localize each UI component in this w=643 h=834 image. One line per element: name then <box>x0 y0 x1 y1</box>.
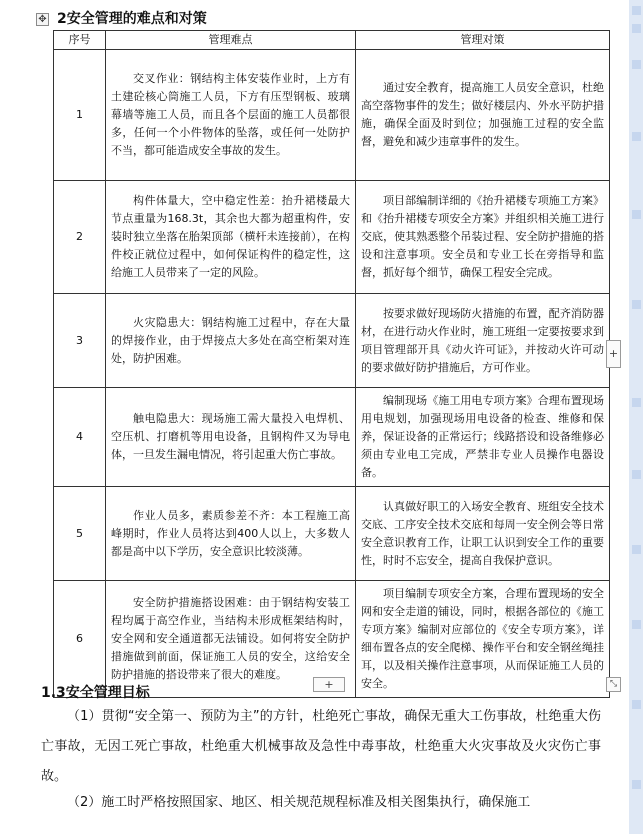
table-row <box>54 294 610 388</box>
strip-marker <box>632 398 641 407</box>
right-scroll-strip[interactable] <box>629 0 643 834</box>
row-difficulty: 交叉作业：钢结构主体安装作业时，上方有土建砼核心筒施工人员，下方有压型钢板、玻璃幕墙等施工人员，而且各个层面的施工人员都很多，任何一个小件物体的坠落，或任何一处防护不当，都可能造成安全事故的发生。 <box>106 50 356 181</box>
table-row <box>54 388 610 487</box>
add-row-button[interactable]: + <box>313 677 345 692</box>
row-number: 4 <box>54 388 106 487</box>
row-difficulty: 作业人员多，素质参差不齐：本工程施工高峰期时，作业人员将达到400人以上，大多数人都是高中以下学历，安全意识比较淡薄。 <box>106 487 356 581</box>
goal-paragraph-1: （1）贯彻“安全第一、预防为主”的方针，杜绝死亡事故，确保无重大工伤事故，杜绝重大伤亡事故，无因工死亡事故，杜绝重大机械事故及急性中毒事故，杜绝重大火灾事故及火灾伤亡事故。 <box>41 709 601 784</box>
row-difficulty: 火灾隐患大：钢结构施工过程中，存在大量的焊接作业，由于焊接点大多处在高空桁架对连处，防护困难。 <box>106 294 356 388</box>
table-header-row <box>54 31 610 50</box>
row-countermeasure: 通过安全教育，提高施工人员安全意识，杜绝高空落物事件的发生；做好楼层内、外水平防护措施，确保全面及时到位；加强施工过程的安全监督，避免和减少违章事件的发生。 <box>356 50 610 181</box>
strip-marker <box>632 470 641 479</box>
row-difficulty: 触电隐患大：现场施工需大量投入电焊机、空压机、打磨机等用电设备，且钢构件又为导电体，一旦发生漏电情况，将引起重大伤亡事故。 <box>106 388 356 487</box>
table-row <box>54 50 610 181</box>
table-move-handle-icon[interactable]: ✥ <box>36 13 49 26</box>
strip-marker <box>632 6 641 15</box>
header-number: 序号 <box>54 31 106 50</box>
row-number: 3 <box>54 294 106 388</box>
add-column-button[interactable]: + <box>606 340 621 368</box>
row-number: 1 <box>54 50 106 181</box>
section-heading: 2安全管理的难点和对策 <box>57 11 207 27</box>
header-difficulty: 管理难点 <box>106 31 356 50</box>
row-difficulty: 构件体量大，空中稳定性差：抬升裙楼最大节点重量为168.3t，其余也大都为超重构件，安装时独立坐落在胎架顶部（横杆未连接前），在构件校正就位过程中，如何保证构件的稳定性，这给施工人员带来了一定的风险。 <box>106 181 356 294</box>
row-difficulty: 安全防护措施搭设困难：由于钢结构安装工程均属于高空作业，当结构未形成框架结构时，安全网和安全通道都无法铺设。如何将安全防护措施做到前面，保证施工人员的安全，这给安全防护措施的搭设带来了很大的难度。 <box>106 581 356 698</box>
strip-marker <box>632 24 641 33</box>
strip-marker <box>632 620 641 629</box>
goal-paragraph-2: （2）施工时严格按照国家、地区、相关规范规程标准及相关图集执行，确保施工 <box>67 795 531 810</box>
row-number: 6 <box>54 581 106 698</box>
goal-heading: 1.3安全管理目标 <box>41 685 150 701</box>
table-row <box>54 487 610 581</box>
row-countermeasure: 认真做好职工的入场安全教育、班组安全技术交底、工序安全技术交底和每周一安全例会等日常安全意识教育工作，让职工认识到安全工作的重要性，时时不忘安全，提高自我保护意识。 <box>356 487 610 581</box>
strip-marker <box>632 132 641 141</box>
strip-marker <box>632 780 641 789</box>
table-resize-icon[interactable]: ⤡ <box>606 677 621 692</box>
strip-marker <box>632 300 641 309</box>
strip-marker <box>632 60 641 69</box>
row-countermeasure: 按要求做好现场防火措施的布置，配齐消防器材，在进行动火作业时，施工班组一定要按要求到项目管理部开具《动火许可证》，并按动火许可动的要求做好防护措施后，方可作业。 <box>356 294 610 388</box>
table-row <box>54 181 610 294</box>
row-countermeasure: 项目部编制详细的《抬升裙楼专项施工方案》和《抬升裙楼专项安全方案》并组织相关施工进行交底，使其熟悉整个吊装过程、安全防护措施的搭设和注意事项。安全员和专业工长在旁指导和监督，抓好每个细节，确保工程安全完成。 <box>356 181 610 294</box>
strip-marker <box>632 700 641 709</box>
safety-management-table <box>53 30 610 698</box>
header-countermeasure: 管理对策 <box>356 31 610 50</box>
row-number: 2 <box>54 181 106 294</box>
row-countermeasure: 编制现场《施工用电专项方案》合理布置现场用电规划，加强现场用电设备的检查、维修和保养，保证设备的正常运行；线路搭设和设备维修必须由专业电工完成，严禁非专业人员操作电器设备。 <box>356 388 610 487</box>
strip-marker <box>632 210 641 219</box>
row-number: 5 <box>54 487 106 581</box>
strip-marker <box>632 545 641 554</box>
row-countermeasure: 项目编制专项安全方案，合理布置现场的安全网和安全走道的铺设，同时，根据各部位的《施工专项方案》编制对应部位的《安全专项方案》，详细布置各点的安全爬梯、操作平台和安全钢丝绳挂耳，以及相关操作注意事项，从而保证施工人员的安全。 <box>356 581 610 698</box>
